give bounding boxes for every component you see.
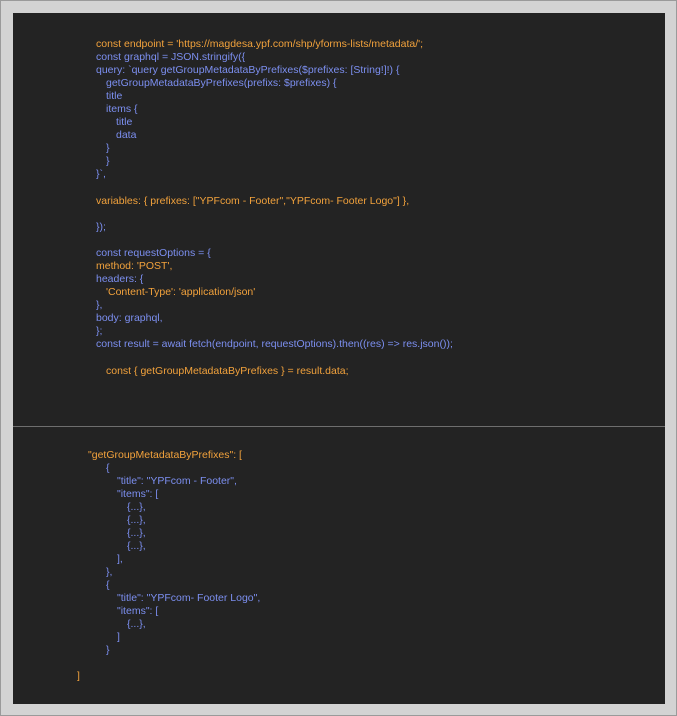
json-line: "getGroupMetadataByPrefixes": [ bbox=[88, 449, 242, 461]
code-line: data bbox=[116, 129, 137, 141]
json-line: ], bbox=[117, 553, 123, 565]
json-line: ] bbox=[77, 670, 80, 682]
json-line: {...}, bbox=[127, 540, 146, 552]
code-line: method: 'POST', bbox=[96, 260, 173, 272]
code-line: } bbox=[106, 142, 110, 154]
json-line: {...}, bbox=[127, 527, 146, 539]
json-line: } bbox=[106, 644, 110, 656]
json-line: {...}, bbox=[127, 514, 146, 526]
code-line: const requestOptions = { bbox=[96, 247, 211, 259]
code-line: const { getGroupMetadataByPrefixes } = result.data; bbox=[106, 365, 349, 377]
json-line: { bbox=[106, 579, 110, 591]
code-line: items { bbox=[106, 103, 138, 115]
code-line: }); bbox=[96, 221, 106, 233]
code-line: }`, bbox=[96, 168, 106, 180]
code-line: getGroupMetadataByPrefixes(prefixs: $prefixes) { bbox=[106, 77, 337, 89]
code-line: }, bbox=[96, 299, 103, 311]
json-line: { bbox=[106, 462, 110, 474]
code-line: const endpoint = 'https://magdesa.ypf.com/shp/yforms-lists/metadata/'; bbox=[96, 38, 424, 50]
json-line: ] bbox=[117, 631, 120, 643]
json-line: }, bbox=[106, 566, 113, 578]
code-line: }; bbox=[96, 325, 103, 337]
code-line: title bbox=[116, 116, 133, 128]
code-line: headers: { bbox=[96, 273, 144, 285]
code-line: body: graphql, bbox=[96, 312, 163, 324]
code-line: query: `query getGroupMetadataByPrefixes($prefixes: [String!]!) { bbox=[96, 64, 400, 76]
json-line: "title": "YPFcom - Footer", bbox=[117, 475, 237, 487]
json-line: {...}, bbox=[127, 501, 146, 513]
json-line: "title": "YPFcom- Footer Logo", bbox=[117, 592, 261, 604]
json-line: {...}, bbox=[127, 618, 146, 630]
code-panel bbox=[13, 13, 665, 704]
code-line: const result = await fetch(endpoint, requestOptions).then((res) => res.json()); bbox=[96, 338, 453, 350]
code-line: const graphql = JSON.stringify({ bbox=[96, 51, 246, 63]
json-line: "items": [ bbox=[117, 605, 159, 617]
code-line: } bbox=[106, 155, 110, 167]
code-line: 'Content-Type': 'application/json' bbox=[106, 286, 256, 298]
code-line: title bbox=[106, 90, 123, 102]
section-divider bbox=[13, 426, 665, 427]
code-line: variables: { prefixes: ["YPFcom - Footer","YPFcom- Footer Logo"] }, bbox=[96, 195, 410, 207]
json-line: "items": [ bbox=[117, 488, 159, 500]
